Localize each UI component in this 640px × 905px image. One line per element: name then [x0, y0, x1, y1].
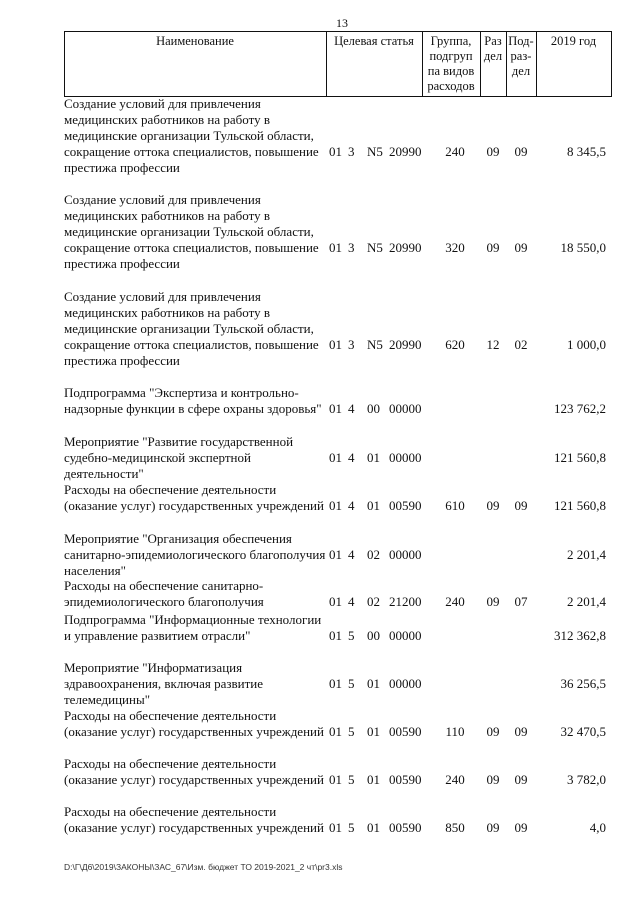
row-name: Расходы на обеспечение деятельности (оказание услуг) государственных учреждений: [64, 482, 324, 513]
target-article-program: 01: [329, 144, 342, 159]
target-article-direction: 00000: [389, 450, 422, 465]
section-code: 09: [486, 144, 500, 159]
row-name: Создание условий для привлечения медицинских работников на работу в медицинские организации Тульской области, сокращение оттока специалистов, повышение престижа профессии: [64, 96, 319, 175]
expense-group: 240: [445, 594, 465, 609]
row-name: Расходы на обеспечение деятельности (оказание услуг) государственных учреждений: [64, 804, 324, 835]
expense-group: 610: [445, 498, 465, 513]
target-article-subprogram: 5: [348, 820, 355, 835]
footer-file-path: D:\Г\Д6\2019\ЗАКОНЫ\ЗАС_67\Изм. бюджет ТО 2019-2021_2 чт\pr3.xls: [64, 862, 343, 872]
amount-2019: 123 762,2: [554, 401, 606, 416]
subsection-code: 09: [514, 724, 528, 739]
row-name: Подпрограмма "Информационные технологии и управление развитием отрасли": [64, 612, 322, 643]
target-article-program: 01: [329, 337, 342, 352]
target-article-program: 01: [329, 594, 342, 609]
target-article-event: 01: [367, 498, 380, 513]
target-article-subprogram: 4: [348, 450, 355, 465]
subsection-code: 07: [514, 594, 528, 609]
target-article-program: 01: [329, 547, 342, 562]
target-article-subprogram: 4: [348, 547, 355, 562]
target-article-subprogram: 3: [348, 144, 355, 159]
amount-2019: 2 201,4: [567, 547, 606, 562]
row-name: Мероприятие "Развитие государственной судебно-медицинской экспертной деятельности": [64, 434, 294, 481]
section-code: 09: [486, 772, 500, 787]
target-article-subprogram: 5: [348, 724, 355, 739]
target-article-event: 01: [367, 772, 380, 787]
row-name: Расходы на обеспечение деятельности (оказание услуг) государственных учреждений: [64, 756, 324, 787]
target-article-subprogram: 5: [348, 772, 355, 787]
subsection-code: 09: [514, 498, 528, 513]
target-article-program: 01: [329, 820, 342, 835]
section-code: 09: [486, 724, 500, 739]
row-name: Подпрограмма "Экспертиза и контрольно- надзорные функции в сфере охраны здоровья": [64, 385, 322, 416]
target-article-subprogram: 5: [348, 676, 355, 691]
target-article-subprogram: 4: [348, 594, 355, 609]
amount-2019: 312 362,8: [554, 628, 606, 643]
page-number: 13: [336, 16, 348, 30]
target-article-program: 01: [329, 724, 342, 739]
target-article-event: 00: [367, 401, 380, 416]
target-article-event: N5: [367, 144, 383, 159]
expense-group: 240: [445, 772, 465, 787]
amount-2019: 121 560,8: [554, 450, 606, 465]
row-name: Расходы на обеспечение санитарно- эпидемиологического благополучия: [64, 578, 264, 609]
amount-2019: 1 000,0: [567, 337, 606, 352]
target-article-event: 02: [367, 547, 380, 562]
target-article-direction: 00590: [389, 820, 422, 835]
expense-group: 110: [445, 724, 465, 739]
subsection-code: 02: [514, 337, 528, 352]
expense-group: 620: [445, 337, 465, 352]
subsection-code: 09: [514, 240, 528, 255]
subsection-code: 09: [514, 144, 528, 159]
target-article-subprogram: 4: [348, 498, 355, 513]
expense-group: 850: [445, 820, 465, 835]
target-article-event: 00: [367, 628, 380, 643]
row-name: Создание условий для привлечения медицинских работников на работу в медицинские организации Тульской области, сокращение оттока специалистов, повышение престижа профессии: [64, 289, 319, 368]
target-article-direction: 20990: [389, 240, 422, 255]
target-article-direction: 00590: [389, 724, 422, 739]
amount-2019: 32 470,5: [560, 724, 606, 739]
target-article-program: 01: [329, 676, 342, 691]
amount-2019: 4,0: [589, 820, 606, 835]
section-code: 09: [486, 594, 500, 609]
amount-2019: 8 345,5: [567, 144, 606, 159]
amount-2019: 18 550,0: [560, 240, 606, 255]
expense-group: 240: [445, 144, 465, 159]
target-article-direction: 00590: [389, 772, 422, 787]
row-name: Мероприятие "Организация обеспечения санитарно-эпидемиологического благополучия населения": [64, 531, 326, 578]
section-code: 09: [486, 820, 500, 835]
section-code: 09: [486, 240, 500, 255]
target-article-direction: 20990: [389, 337, 422, 352]
amount-2019: 36 256,5: [560, 676, 606, 691]
target-article-event: 01: [367, 676, 380, 691]
expense-group: 320: [445, 240, 465, 255]
target-article-program: 01: [329, 401, 342, 416]
target-article-direction: 00000: [389, 547, 422, 562]
subsection-code: 09: [514, 772, 528, 787]
target-article-event: 01: [367, 820, 380, 835]
target-article-direction: 00000: [389, 676, 422, 691]
row-name: Создание условий для привлечения медицинских работников на работу в медицинские организации Тульской области, сокращение оттока специалистов, повышение престижа профессии: [64, 192, 319, 271]
amount-2019: 121 560,8: [554, 498, 606, 513]
target-article-direction: 00590: [389, 498, 422, 513]
row-name: Расходы на обеспечение деятельности (оказание услуг) государственных учреждений: [64, 708, 324, 739]
target-article-program: 01: [329, 450, 342, 465]
target-article-program: 01: [329, 498, 342, 513]
target-article-subprogram: 4: [348, 401, 355, 416]
header-year: 2019 год: [550, 34, 597, 48]
amount-2019: 2 201,4: [567, 594, 606, 609]
target-article-event: N5: [367, 240, 383, 255]
target-article-event: 02: [367, 594, 380, 609]
target-article-event: 01: [367, 450, 380, 465]
header-divider: [611, 32, 612, 96]
header-group: Группа, подгруп па видов расходов: [427, 34, 475, 93]
target-article-event: 01: [367, 724, 380, 739]
table-header: [64, 31, 612, 97]
target-article-direction: 21200: [389, 594, 422, 609]
section-code: 12: [486, 337, 500, 352]
target-article-direction: 00000: [389, 401, 422, 416]
target-article-program: 01: [329, 240, 342, 255]
amount-2019: 3 782,0: [567, 772, 606, 787]
target-article-subprogram: 5: [348, 628, 355, 643]
target-article-program: 01: [329, 628, 342, 643]
target-article-subprogram: 3: [348, 337, 355, 352]
row-name: Мероприятие "Информатизация здравоохранения, включая развитие телемедицины": [64, 660, 264, 707]
subsection-code: 09: [514, 820, 528, 835]
header-name: Наименование: [156, 34, 234, 48]
target-article-event: N5: [367, 337, 383, 352]
target-article-direction: 00000: [389, 628, 422, 643]
target-article-program: 01: [329, 772, 342, 787]
target-article-subprogram: 3: [348, 240, 355, 255]
section-code: 09: [486, 498, 500, 513]
target-article-direction: 20990: [389, 144, 422, 159]
header-target-article: Целевая статья: [334, 34, 414, 48]
header-section: Раз дел: [483, 34, 503, 63]
header-subsection: Под- раз- дел: [508, 34, 534, 78]
